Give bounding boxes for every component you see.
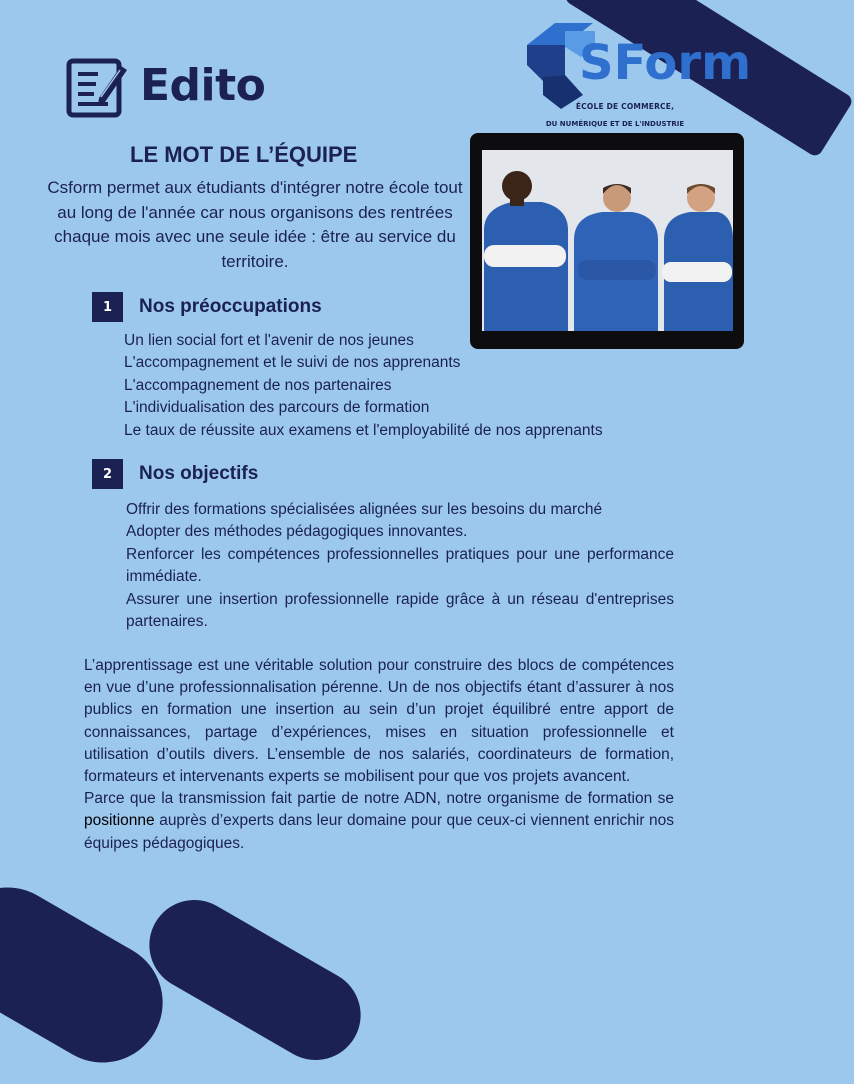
edit-document-icon — [66, 56, 128, 118]
list-item: Adopter des méthodes pédagogiques innovantes. — [126, 523, 468, 541]
section-2-list — [126, 499, 674, 633]
logo-tagline-2: DU NUMÉRIQUE ET DE L'INDUSTRIE — [545, 120, 685, 128]
body-paragraph-2-end: auprès d’experts dans leur domaine pour que ceux-ci viennent enrichir nos équipes pédagogiques. — [84, 812, 674, 852]
team-member-1 — [484, 171, 568, 331]
team-member-3 — [662, 184, 733, 331]
decorative-blob-bottom-left — [0, 866, 185, 1084]
list-item: L'individualisation des parcours de formation — [124, 399, 430, 417]
team-heading: LE MOT DE L’ÉQUIPE — [130, 142, 358, 167]
team-intro: Csform permet aux étudiants d'intégrer notre école tout au long de l'année car nous organisons des rentrées chaque mois avec une seule idée : être au service du territoire. — [47, 178, 463, 271]
decorative-blob-bottom-mid — [133, 884, 377, 1077]
page-title: Edito — [140, 60, 266, 111]
list-item: Le taux de réussite aux examens et l'employabilité de nos apprenants — [124, 421, 603, 439]
team-member-2 — [574, 184, 658, 331]
svg-text:SForm: SForm — [579, 35, 752, 91]
section-2-number: 2 — [92, 459, 123, 489]
list-item: Renforcer les compétences professionnelles pratiques pour une performance immédiate. — [126, 545, 674, 586]
section-1-number: 1 — [92, 292, 123, 322]
list-item: Un lien social fort et l'avenir de nos jeunes — [124, 332, 414, 349]
team-photo — [482, 150, 733, 331]
list-item: Assurer une insertion professionnelle rapide grâce à un réseau d'entreprises partenaires. — [126, 590, 674, 631]
section-1-title: Nos préoccupations — [139, 296, 322, 317]
section-2-title: Nos objectifs — [139, 463, 259, 484]
body-text — [84, 655, 674, 855]
list-item: L'accompagnement de nos partenaires — [124, 376, 392, 394]
body-paragraph-2-start: Parce que la transmission fait partie de notre ADN, notre organisme de formation se — [84, 790, 674, 808]
list-item: L'accompagnement et le suivi de nos apprenants — [124, 354, 461, 372]
csform-logo — [523, 4, 752, 130]
body-paragraph-2 — [84, 788, 674, 855]
body-paragraph-2-highlight: positionne — [84, 812, 155, 830]
section-1-list — [124, 330, 684, 442]
list-item: Offrir des formations spécialisées alignées sur les besoins du marché — [126, 501, 603, 518]
body-paragraph-1: L’apprentissage est une véritable solution pour construire des blocs de compétences en vue d’une professionnalisation pérenne. Un de nos objectifs étant d’assurer à nos publics en formation une insertion au sein d’un projet équilibré entre apport de connaissances, partage d’expériences, mises en situation professionnelle et utilisation d’outils divers. L’ensemble de nos salariés, coordinateurs de formation, formateurs et intervenants experts se mobilisent pour que vos projets avancent. — [84, 657, 674, 786]
logo-tagline-1: ÉCOLE DE COMMERCE, — [575, 102, 675, 111]
